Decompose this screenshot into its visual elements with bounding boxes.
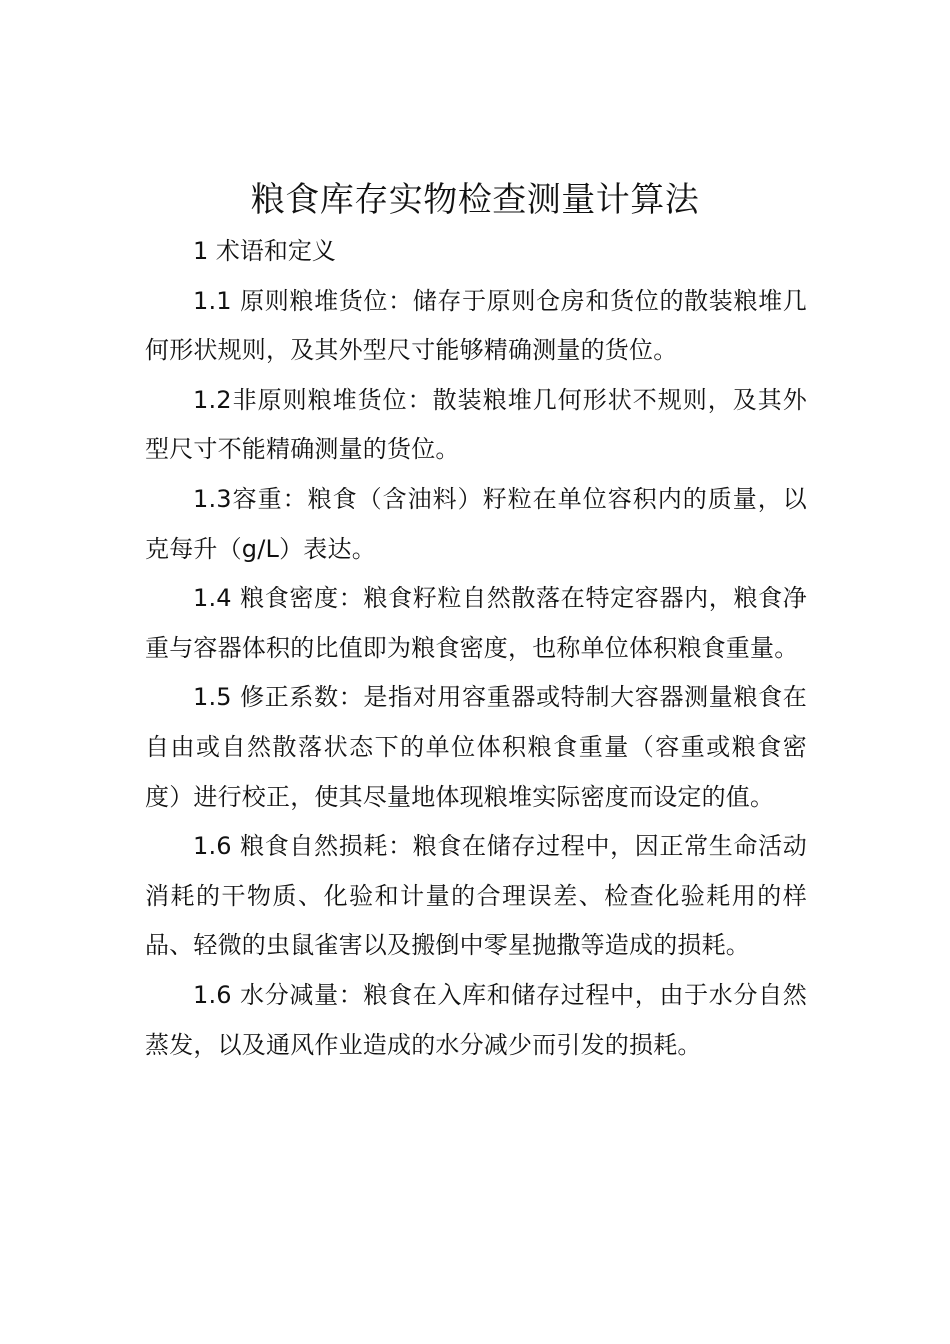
term-definition: 粮食籽粒自然散落在特定容器内，粮食净重与容器体积的比值即为粮食密度，也称单位体积粮食重量。 <box>145 584 807 662</box>
definition-paragraph-1-1 <box>145 277 807 376</box>
term-number: 1.2 <box>193 385 232 414</box>
term-name: 修正系数： <box>240 683 364 712</box>
document-title: 粮食库存实物检查测量计算法 <box>250 180 700 220</box>
term-definition: 粮食在入库和储存过程中，由于水分自然蒸发，以及通风作业造成的水分减少而引发的损耗。 <box>145 980 807 1059</box>
definition-paragraph-1-5 <box>145 673 807 822</box>
term-number: 1.6 <box>193 980 241 1009</box>
term-name: 水分减量： <box>240 980 364 1009</box>
term-name: 原则粮堆货位： <box>240 286 413 315</box>
definition-paragraph-1-6-natural-loss <box>145 822 807 971</box>
term-number: 1.3 <box>193 484 232 513</box>
term-definition: 是指对用容重器或特制大容器测量粮食在自由或自然散落状态下的单位体积粮食重量（容重或粮食密度）进行校正，使其尽量地体现粮堆实际密度而设定的值。 <box>145 683 807 811</box>
term-definition: 粮食在储存过程中，因正常生命活动消耗的干物质、化验和计量的合理误差、检查化验耗用的样品、轻微的虫鼠雀害以及搬倒中零星抛撒等造成的损耗。 <box>145 832 807 960</box>
term-number: 1.5 <box>193 683 241 712</box>
definition-paragraph-1-3 <box>145 475 807 574</box>
term-number: 1.6 <box>193 832 241 861</box>
term-definition: 散装粮堆几何形状不规则，及其外型尺寸不能精确测量的货位。 <box>145 385 807 464</box>
term-definition: 储存于原则仓房和货位的散装粮堆几何形状规则，及其外型尺寸能够精确测量的货位。 <box>145 286 807 365</box>
document-body <box>145 227 807 1070</box>
term-name: 粮食密度： <box>240 584 364 613</box>
definition-paragraph-1-6-moisture-loss <box>145 971 807 1070</box>
term-definition: 粮食（含油料）籽粒在单位容积内的质量，以克每升（g/L）表达。 <box>145 484 807 563</box>
term-name: 容重： <box>231 484 308 513</box>
term-name: 粮食自然损耗： <box>240 832 413 861</box>
term-number: 1.1 <box>193 286 241 315</box>
definition-paragraph-1-2 <box>145 376 807 475</box>
term-name: 非原则粮堆货位： <box>231 385 433 414</box>
term-number: 1.4 <box>193 584 241 613</box>
section-heading: 1 术语和定义 <box>193 237 336 265</box>
definition-paragraph-1-4 <box>145 574 807 673</box>
